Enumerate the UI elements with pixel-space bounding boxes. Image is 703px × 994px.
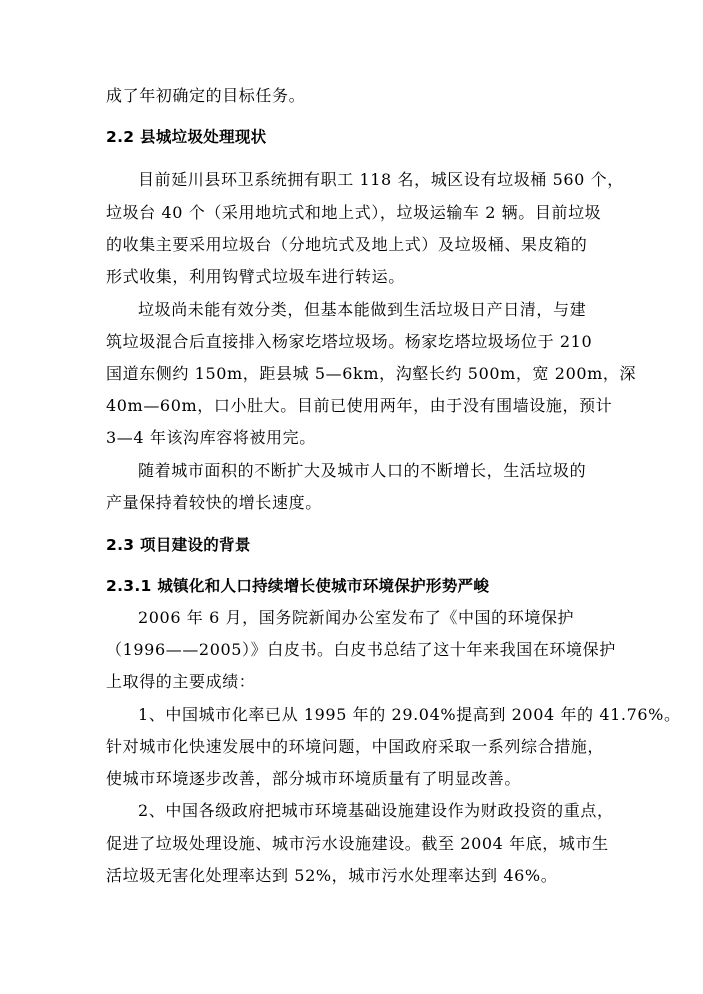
body-text-line: 筑垃圾混合后直接排入杨家圪塔垃圾场。杨家圪塔垃圾场位于 210 xyxy=(106,332,593,351)
body-text-line: 的收集主要采用垃圾台（分地坑式及地上式）及垃圾桶、果皮箱的 xyxy=(106,235,588,254)
body-text-line: 40m—60m，口小肚大。目前已使用两年，由于没有围墙设施，预计 xyxy=(106,396,613,415)
body-text-line: （1996——2005）》白皮书。白皮书总结了这十年来我国在环境保护 xyxy=(106,640,616,659)
list-item-2: 2、中国各级政府把城市环境基础设施建设作为财政投资的重点， xyxy=(138,801,614,820)
body-text-line: 促进了垃圾处理设施、城市污水设施建设。截至 2004 年底，城市生 xyxy=(106,834,609,853)
body-text-line: 产量保持着较快的增长速度。 xyxy=(106,493,322,512)
body-text-line: 随着城市面积的不断扩大及城市人口的不断增长，生活垃圾的 xyxy=(138,461,587,480)
body-text-line: 国道东侧约 150m，距县城 5—6km，沟壑长约 500m，宽 200m，深 xyxy=(106,364,637,383)
body-text-line: 目前延川县环卫系统拥有职工 118 名，城区设有垃圾桶 560 个， xyxy=(138,170,624,189)
body-text-line: 3—4 年该沟库容将被用完。 xyxy=(106,428,316,447)
section-heading-2-3: 2.3 项目建设的背景 xyxy=(106,536,251,554)
list-item-1: 1、中国城市化率已从 1995 年的 29.04%提高到 2004 年的 41.76%。 xyxy=(138,705,681,724)
body-text-line: 2006 年 6 月，国务院新闻办公室发布了《中国的环境保护 xyxy=(138,608,575,627)
body-text-line: 垃圾尚未能有效分类，但基本能做到生活垃圾日产日清，与建 xyxy=(138,300,587,319)
body-text-line: 垃圾台 40 个（采用地坑式和地上式），垃圾运输车 2 辆。目前垃圾 xyxy=(106,203,602,222)
body-text-line: 使城市环境逐步改善，部分城市环境质量有了明显改善。 xyxy=(106,769,522,788)
section-heading-2-3-1: 2.3.1 城镇化和人口持续增长使城市环境保护形势严峻 xyxy=(106,577,490,595)
body-text-line: 上取得的主要成绩： xyxy=(106,672,256,691)
body-text-line: 活垃圾无害化处理率达到 52%，城市污水处理率达到 46%。 xyxy=(106,866,558,885)
body-text-line: 成了年初确定的目标任务。 xyxy=(106,86,306,105)
body-text-line: 形式收集，利用钩臂式垃圾车进行转运。 xyxy=(106,267,405,286)
section-heading-2-2: 2.2 县城垃圾处理现状 xyxy=(106,128,267,146)
body-text-line: 针对城市化快速发展中的环境问题，中国政府采取一系列综合措施， xyxy=(106,737,605,756)
